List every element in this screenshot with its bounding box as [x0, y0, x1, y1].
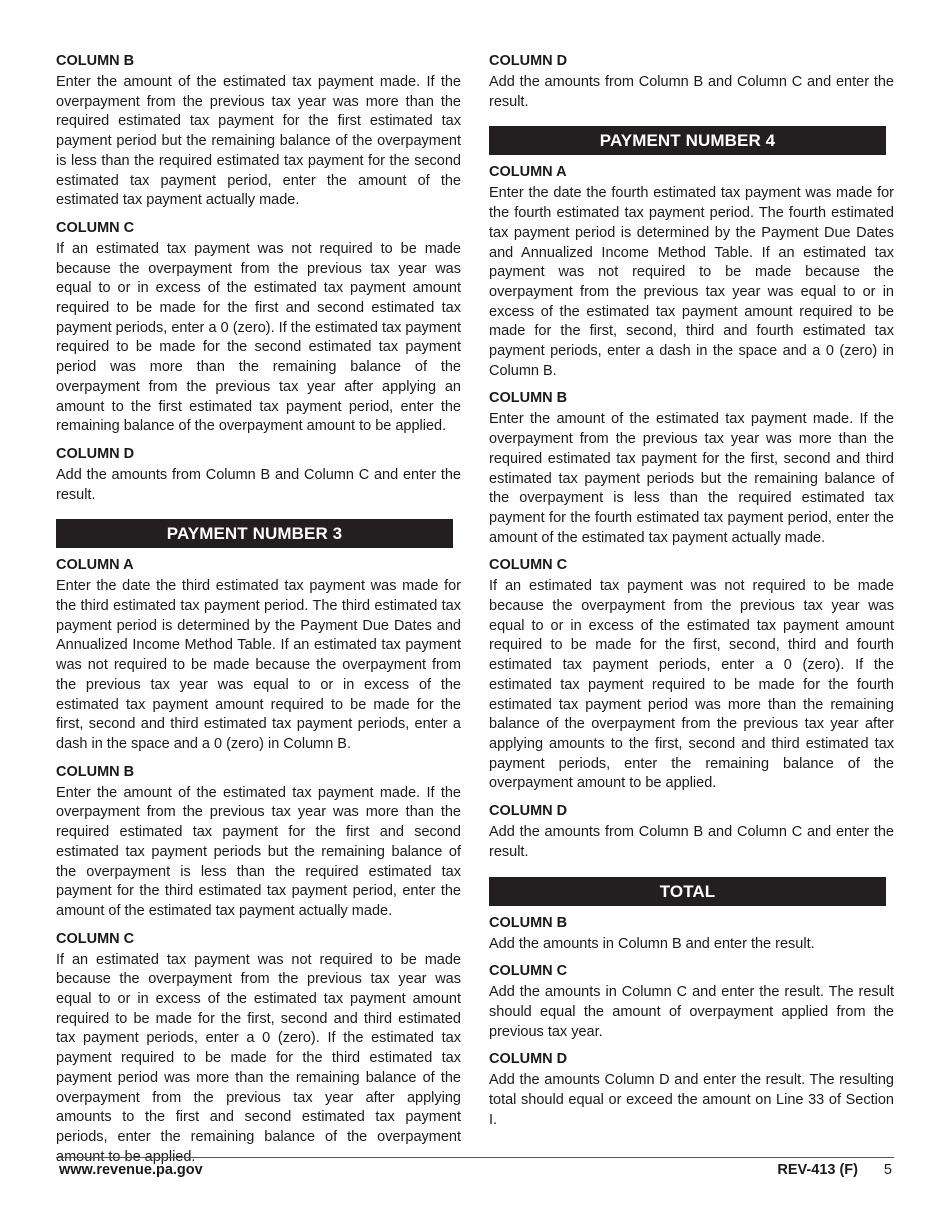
page-number: 5 — [883, 1162, 892, 1178]
section-heading: COLUMN C — [56, 219, 135, 236]
section-heading: COLUMN A — [489, 164, 567, 181]
body-paragraph: Add the amounts from Column B and Column C and enter the result. — [489, 824, 894, 860]
body-paragraph: Enter the amount of the estimated tax payment made. If the overpayment from the previous tax year was more than the required estimated tax payment for the first and second estimated tax payment periods but the remaining balance of the overpayment is less than the required estimated tax payment for the third estimated tax payment period, enter the amount of the estimated tax payment actually made. — [56, 784, 461, 919]
section-heading: COLUMN B — [56, 53, 135, 69]
body-paragraph: Enter the amount of the estimated tax payment made. If the overpayment from the previous tax year was more than the required estimated tax payment for the first estimated tax payment period but the remaining balance of the overpayment is less than the required estimated tax payment for the second estimated tax payment period, enter the amount of the estimated tax payment actually made. — [56, 74, 461, 209]
section-heading: COLUMN D — [489, 803, 568, 820]
form-number: REV-413 (F) — [777, 1162, 858, 1178]
body-paragraph: Add the amounts from Column B and Column C and enter the result. — [489, 74, 894, 110]
section-heading: COLUMN C — [56, 930, 135, 947]
body-paragraph: If an estimated tax payment was not required to be made because the overpayment from the previous tax year was equal to or in excess of the estimated tax payment amount required to be made for the first and second estimated tax payment periods, enter a 0 (zero). If the estimated tax payment required to be made for the second estimated tax payment period was more than the remaining balance of the overpayment from the previous tax year after applying an amount to the first estimated tax payment period, enter the remaining balance of the overpayment amount to be applied. — [56, 240, 461, 435]
section-heading: COLUMN B — [489, 914, 568, 931]
page-footer — [56, 1157, 894, 1178]
body-paragraph: Enter the date the fourth estimated tax payment was made for the fourth estimated tax payment period. The fourth estimated tax payment period is determined by the Payment Due Dates and Annualized Income Method Table. If an estimated tax payment was not required to be made because the overpayment from the previous tax year was equal to or in excess of the estimated tax payment amount required to be made for the first, second, third and fourth estimated tax payment periods, enter a dash in the space and a 0 (zero) in Column B. — [489, 185, 894, 379]
section-heading: COLUMN D — [489, 53, 568, 69]
section-heading: COLUMN C — [489, 963, 568, 980]
right-column — [489, 52, 894, 1138]
section-heading: COLUMN D — [489, 1051, 568, 1068]
section-banner: PAYMENT NUMBER 4 — [489, 126, 886, 155]
body-paragraph: If an estimated tax payment was not required to be made because the overpayment from the previous tax year was equal to or in excess of the estimated tax payment amount required to be made for the first, second, third and fourth estimated tax payment periods, enter a 0 (zero). If the estimated tax payment required to be made for the fourth estimated tax payment period was more than the remaining balance of the overpayment from the previous tax year after applying amounts to the first, second and third estimated tax payment periods, enter the remaining balance of the overpayment amount to be applied. — [489, 578, 894, 792]
body-paragraph: Enter the amount of the estimated tax payment made. If the overpayment from the previous tax year was more than the required estimated tax payment for the first, second and third estimated tax payment periods but the remaining balance of the overpayment is less than the required estimated tax payment for the fourth estimated tax payment period, enter the amount of the estimated tax payment actually made. — [489, 411, 894, 546]
footer-url[interactable]: www.revenue.pa.gov — [59, 1162, 203, 1178]
body-paragraph: Add the amounts in Column B and enter the result. — [489, 935, 815, 952]
section-banner: TOTAL — [489, 877, 886, 906]
body-paragraph: Add the amounts from Column B and Column C and enter the result. — [56, 466, 461, 503]
section-heading: COLUMN A — [56, 557, 134, 574]
section-banner: PAYMENT NUMBER 3 — [56, 519, 453, 548]
section-heading: COLUMN B — [489, 390, 568, 407]
section-heading: COLUMN B — [56, 763, 135, 780]
body-paragraph: Add the amounts Column D and enter the result. The resulting total should equal or exceed the amount on Line 33 of Section I. — [489, 1072, 894, 1128]
body-paragraph: If an estimated tax payment was not required to be made because the overpayment from the previous tax year was equal to or in excess of the estimated tax payment amount required to be made for the first, second and third estimated tax payment periods, enter a 0 (zero). If the estimated tax payment required to be made for the third estimated tax payment period was more than the remaining balance of the overpayment from the previous tax year after applying amounts to the first and second estimated tax payment periods, enter the remaining balance of the overpayment amount to be applied. — [56, 951, 461, 1165]
section-heading: COLUMN C — [489, 557, 568, 574]
section-heading: COLUMN D — [56, 445, 135, 462]
body-paragraph: Enter the date the third estimated tax payment was made for the third estimated tax payment period. The third estimated tax payment period is determined by the Payment Due Dates and Annualized Income Method Table. If an estimated tax payment was not required to be made because the overpayment from the previous tax year was equal to or in excess of the estimated tax payment amount required to be made for the first, second and third estimated tax payment periods, enter a dash in the space and a 0 (zero) in Column B. — [56, 578, 461, 752]
body-paragraph: Add the amounts in Column C and enter the result. The result should equal the amount of overpayment applied from the previous tax year. — [489, 984, 894, 1040]
left-column — [56, 52, 461, 1175]
